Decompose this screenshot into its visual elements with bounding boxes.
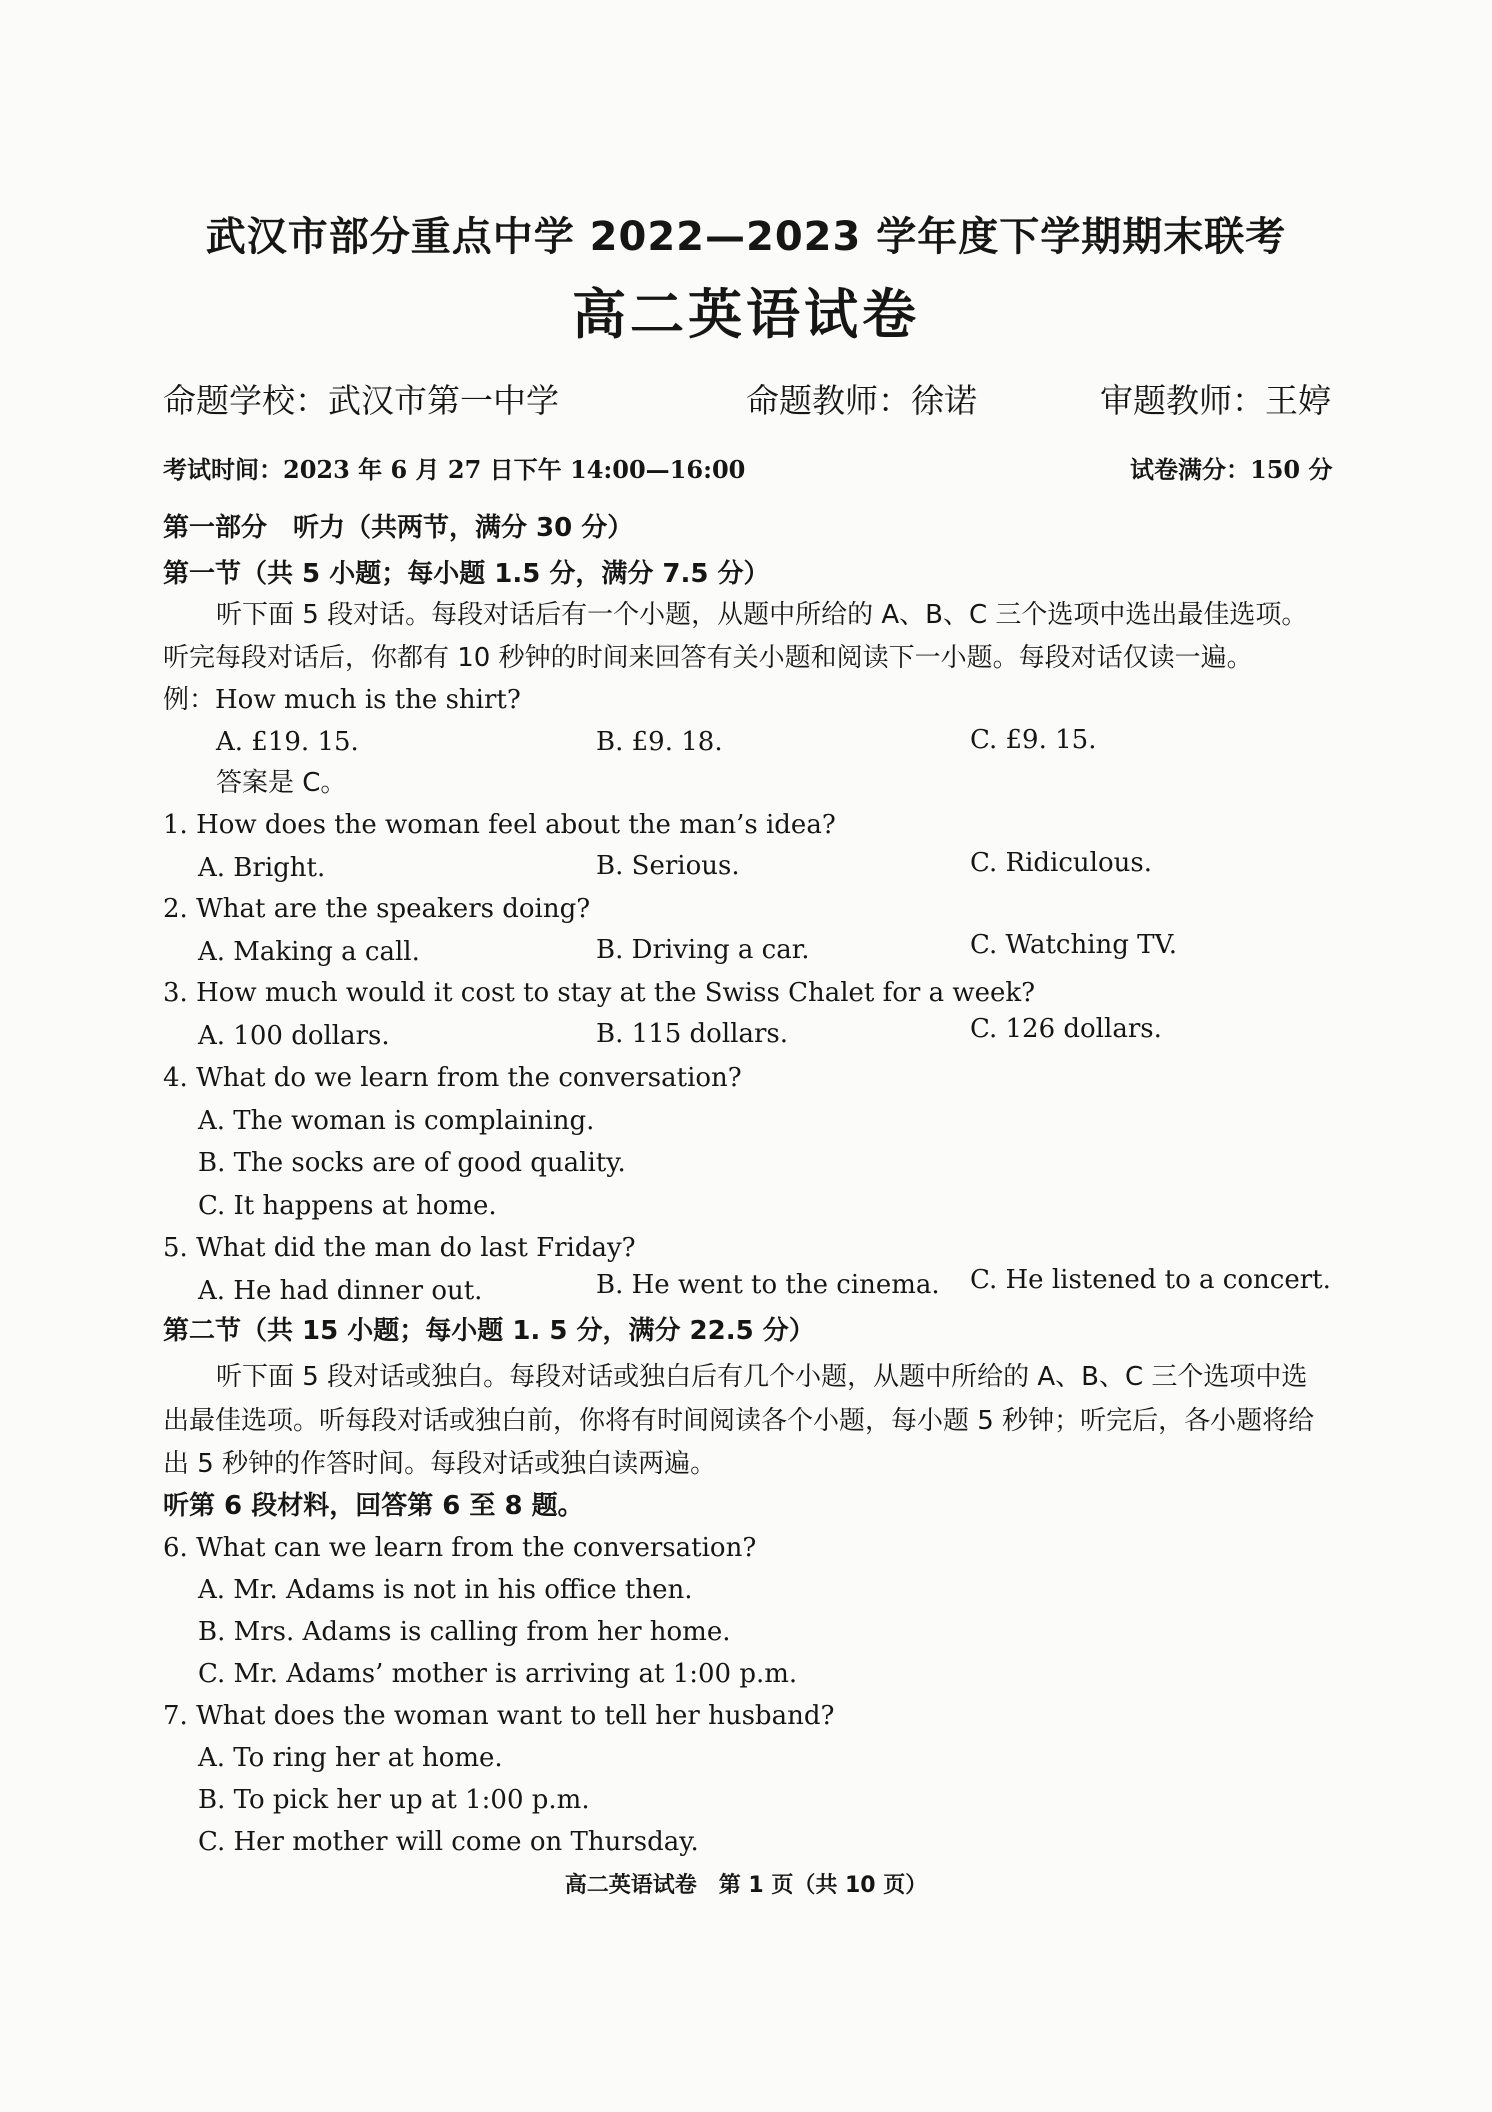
question-7-option-c: C. Her mother will come on Thursday.: [198, 1827, 699, 1857]
question-1-option-b: B. Serious.: [596, 851, 740, 881]
exam-subtitle: 高二英语试卷: [572, 283, 920, 346]
section1-instruction-1: 听下面 5 段对话。每段对话后有一个小题，从题中所给的 A、B、C 三个选项中选出最佳选项。: [216, 600, 1308, 630]
example-question: 例：How much is the shirt?: [163, 685, 521, 715]
question-5-option-c: C. He listened to a concert.: [970, 1265, 1331, 1295]
section2-instruction-3: 出 5 秒钟的作答时间。每段对话或独白读两遍。: [163, 1449, 717, 1479]
question-3: 3. How much would it cost to stay at the Swiss Chalet for a week?: [163, 978, 1036, 1008]
setter-label: 命题教师：徐诺: [746, 381, 977, 420]
example-answer: 答案是 C。: [216, 768, 347, 798]
reviewer-label: 审题教师：王婷: [1100, 381, 1331, 420]
question-6: 6. What can we learn from the conversation?: [163, 1533, 757, 1563]
material-6-heading: 听第 6 段材料，回答第 6 至 8 题。: [163, 1491, 584, 1521]
section2-instruction-2: 出最佳选项。听每段对话或独白前，你将有时间阅读各个小题，每小题 5 秒钟；听完后，各小题将给: [163, 1406, 1315, 1436]
question-7: 7. What does the woman want to tell her husband?: [163, 1701, 835, 1731]
question-1-option-a: A. Bright.: [198, 853, 326, 883]
section2-instruction-1: 听下面 5 段对话或独白。每段对话或独白后有几个小题，从题中所给的 A、B、C 三个选项中选: [216, 1362, 1308, 1392]
question-3-option-c: C. 126 dollars.: [970, 1014, 1162, 1044]
section1-instruction-2: 听完每段对话后，你都有 10 秒钟的时间来回答有关小题和阅读下一小题。每段对话仅读一遍。: [163, 643, 1253, 673]
question-4-option-b: B. The socks are of good quality.: [198, 1148, 626, 1178]
question-5-option-a: A. He had dinner out.: [198, 1276, 483, 1306]
example-option-b: B. £9. 18.: [596, 727, 723, 757]
section2-heading: 第二节（共 15 小题；每小题 1. 5 分，满分 22.5 分）: [163, 1316, 815, 1346]
full-score: 试卷满分：150 分: [1130, 455, 1333, 484]
page-footer: 高二英语试卷 第 1 页（共 10 页）: [564, 1873, 928, 1898]
question-7-option-b: B. To pick her up at 1:00 p.m.: [198, 1785, 590, 1815]
question-4-option-c: C. It happens at home.: [198, 1191, 497, 1221]
example-option-a: A. £19. 15.: [216, 727, 359, 757]
part1-heading: 第一部分 听力（共两节，满分 30 分）: [163, 513, 634, 543]
question-6-option-b: B. Mrs. Adams is calling from her home.: [198, 1617, 731, 1647]
question-6-option-a: A. Mr. Adams is not in his office then.: [198, 1575, 693, 1605]
question-2-option-a: A. Making a call.: [198, 937, 420, 967]
section1-heading: 第一节（共 5 小题；每小题 1.5 分，满分 7.5 分）: [163, 559, 770, 589]
question-3-option-a: A. 100 dollars.: [198, 1021, 390, 1051]
question-1: 1. How does the woman feel about the man’s idea?: [163, 810, 836, 840]
question-5-option-b: B. He went to the cinema.: [596, 1270, 940, 1300]
question-6-option-c: C. Mr. Adams’ mother is arriving at 1:00 p.m.: [198, 1659, 798, 1689]
school-label: 命题学校：武汉市第一中学: [163, 381, 559, 420]
exam-title: 武汉市部分重点中学 2022—2023 学年度下学期期末联考: [205, 214, 1287, 260]
question-2: 2. What are the speakers doing?: [163, 894, 591, 924]
question-1-option-c: C. Ridiculous.: [970, 848, 1152, 878]
example-option-c: C. £9. 15.: [970, 725, 1097, 755]
question-5: 5. What did the man do last Friday?: [163, 1233, 636, 1263]
exam-time: 考试时间：2023 年 6 月 27 日下午 14:00—16:00: [163, 455, 746, 484]
question-2-option-b: B. Driving a car.: [596, 935, 810, 965]
question-4: 4. What do we learn from the conversation?: [163, 1063, 742, 1093]
question-4-option-a: A. The woman is complaining.: [198, 1106, 595, 1136]
question-7-option-a: A. To ring her at home.: [198, 1743, 503, 1773]
question-3-option-b: B. 115 dollars.: [596, 1019, 788, 1049]
question-2-option-c: C. Watching TV.: [970, 930, 1178, 960]
